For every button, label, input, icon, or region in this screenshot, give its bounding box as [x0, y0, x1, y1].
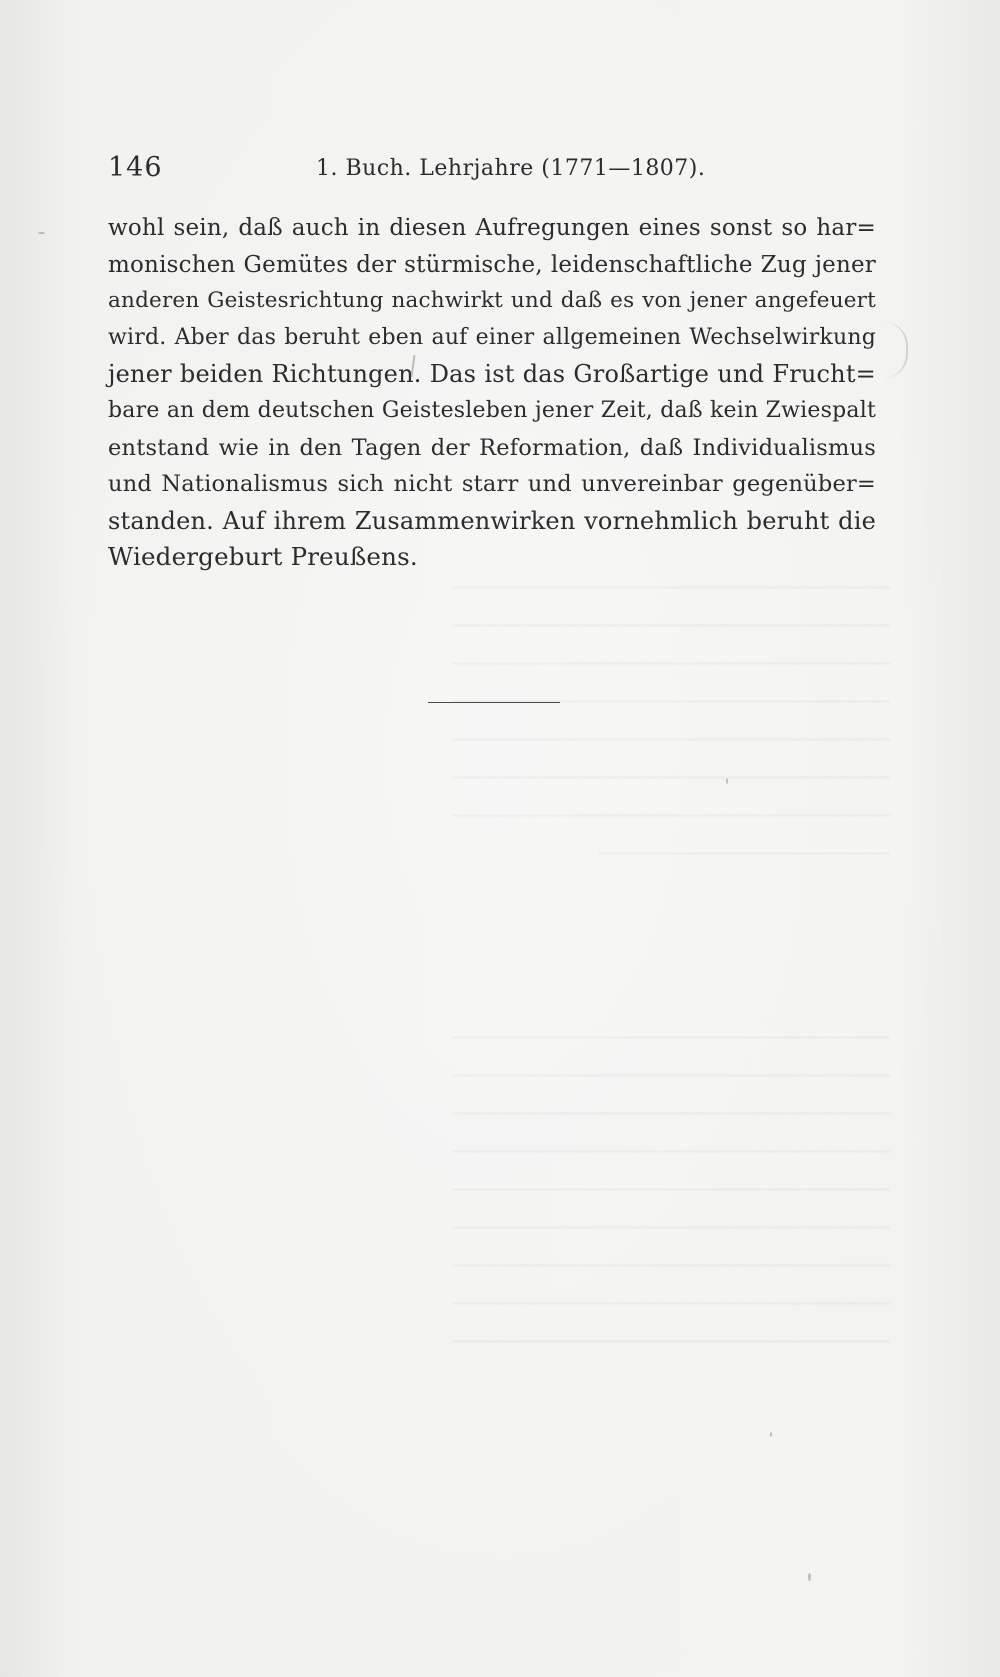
- text-line: standen. Auf ihrem Zusammenwirken vornehmlich beruht die: [108, 506, 876, 535]
- running-head: 1. Buch. Lehrjahre (1771—1807).: [316, 156, 706, 181]
- text-line: und Nationalismus sich nicht starr und unvereinbar gegenüber=: [108, 471, 876, 498]
- body-paragraph: [108, 210, 876, 576]
- text-line: anderen Geistesrichtung nachwirkt und daß es von jener angefeuert: [108, 288, 876, 314]
- paper-speck: [38, 232, 45, 234]
- paper-speck: [808, 1573, 811, 1581]
- text-line: entstand wie in den Tagen der Reformation, daß Individualismus: [108, 434, 876, 461]
- page-header: [108, 152, 888, 192]
- section-end-rule: [428, 702, 560, 703]
- page-number: 146: [108, 152, 163, 183]
- margin-bracket-mark: [884, 322, 908, 378]
- text-line: wird. Aber das beruht eben auf einer allgemeinen Wechselwirkung: [108, 324, 876, 350]
- text-line: bare an dem deutschen Geistesleben jener Zeit, daß kein Zwiespalt: [108, 397, 876, 423]
- text-line: wohl sein, daß auch in diesen Aufregungen eines sonst so har=: [108, 215, 876, 241]
- text-line: monischen Gemütes der stürmische, leidenschaftliche Zug jener: [108, 251, 876, 278]
- text-line: Wiedergeburt Preußens.: [108, 542, 418, 572]
- paper-speck: [770, 1432, 772, 1437]
- bleed-through-area-top: ───────────────────────────────── ───────────────────────────────── ───────────────────────────────── ───────────────────────────────── ───────────────────────────────── ───────────────────────────────── ───────────────────────────────── ──────────────────────: [452, 576, 890, 867]
- bleed-through-area-bottom: ───────────────────────────────── ───────────────────────────────── ───────────────────────────────── ───────────────────────────────── ───────────────────────────────── ───────────────────────────────── ───────────────────────────────── ───────────────────────────────── ─────────────────────────────────: [452, 1026, 890, 1355]
- paper-speck: [726, 778, 728, 784]
- text-line: jener beiden Richtungen. Das ist das Großartige und Frucht=: [108, 360, 876, 389]
